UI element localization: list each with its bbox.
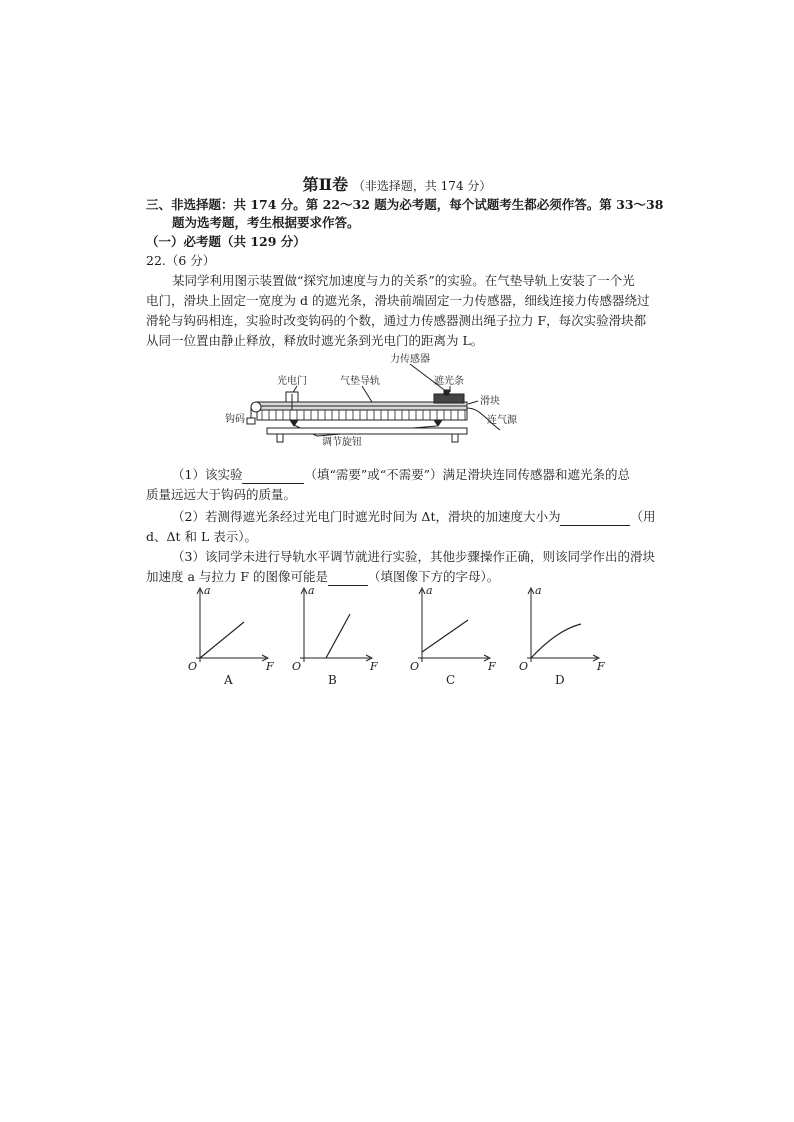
answer-blank-2[interactable] bbox=[560, 511, 630, 526]
subq3-line1: （3）该同学未进行导轨水平调节就进行实验，其他步骤操作正确，则该同学作出的滑块 bbox=[172, 549, 655, 564]
section-title-main: 第Ⅱ卷 bbox=[302, 175, 349, 194]
section-title bbox=[0, 172, 794, 195]
subq1-line2: 质量远远大于钩码的质量。 bbox=[146, 487, 297, 502]
label-photogate: 光电门 bbox=[277, 376, 307, 387]
subq3-suffix: （填图像下方的字母）。 bbox=[368, 569, 500, 584]
x-axis-label: F bbox=[370, 660, 378, 673]
label-air-source: 连气源 bbox=[487, 415, 517, 426]
option-letter: C bbox=[446, 673, 456, 687]
label-shading-strip: 遮光条 bbox=[434, 376, 464, 387]
origin-label: O bbox=[519, 660, 529, 673]
answer-blank-1[interactable] bbox=[242, 469, 304, 484]
question-stem-line3: 滑轮与钩码相连，实验时改变钩码的个数，通过力传感器测出绳子拉力 F，每次实验滑块都 bbox=[146, 313, 647, 328]
graph-option-d bbox=[517, 580, 607, 688]
graph-curve bbox=[531, 624, 581, 658]
x-axis-label: F bbox=[488, 660, 496, 673]
subq2-suffix: （用 bbox=[630, 509, 656, 524]
apparatus-diagram bbox=[222, 350, 532, 450]
instructions-line2: 题为选考题，考生根据要求作答。 bbox=[172, 215, 360, 230]
graph-option-b bbox=[290, 580, 380, 688]
y-axis-label: a bbox=[426, 584, 433, 597]
origin-label: O bbox=[410, 660, 420, 673]
x-axis-label: F bbox=[597, 660, 605, 673]
graph-curve bbox=[304, 614, 350, 658]
section-title-sub: （非选择题，共 174 分） bbox=[352, 179, 492, 193]
question-stem-line4: 从同一位置由静止释放，释放时遮光条到光电门的距离为 L。 bbox=[146, 333, 484, 348]
graph-curve bbox=[200, 622, 244, 658]
required-part-heading: （一）必考题（共 129 分） bbox=[146, 234, 306, 249]
subq2-line2: d、Δt 和 L 表示）。 bbox=[146, 529, 258, 544]
y-axis-label: a bbox=[308, 584, 315, 597]
y-axis-label: a bbox=[204, 584, 211, 597]
question-stem-line1: 某同学利用图示装置做“探究加速度与力的关系”的实验。在气垫导轨上安装了一个光 bbox=[172, 273, 635, 288]
subq1-line1 bbox=[172, 466, 630, 484]
graph-option-a bbox=[186, 580, 276, 688]
subq1-suffix: （填“需要”或“不需要”）满足滑块连同传感器和遮光条的总 bbox=[304, 467, 631, 482]
question-stem-line2: 电门，滑块上固定一宽度为 d 的遮光条，滑块前端固定一力传感器，细线连接力传感器绕过 bbox=[146, 293, 650, 308]
label-slider: 滑块 bbox=[480, 396, 500, 407]
question-number: 22.（6 分） bbox=[146, 253, 216, 268]
option-letter: A bbox=[224, 673, 233, 687]
label-air-track: 气垫导轨 bbox=[340, 376, 380, 387]
y-axis-label: a bbox=[535, 584, 542, 597]
origin-label: O bbox=[292, 660, 302, 673]
subq2-line1 bbox=[172, 508, 656, 526]
origin-label: O bbox=[188, 660, 198, 673]
subq1-prefix: （1）该实验 bbox=[172, 467, 243, 482]
graph-options bbox=[0, 580, 794, 690]
subq2-prefix: （2）若测得遮光条经过光电门时遮光时间为 Δt，滑块的加速度大小为 bbox=[172, 509, 561, 524]
option-letter: D bbox=[555, 673, 565, 687]
instructions-line1: 三、非选择题：共 174 分。第 22～32 题为必考题，每个试题考生都必须作答。第 33～38 bbox=[146, 197, 664, 212]
graph-curve bbox=[422, 620, 468, 652]
label-hook-weight: 钩码 bbox=[225, 414, 245, 425]
label-adjust-knob: 调节旋钮 bbox=[322, 437, 362, 448]
label-force-sensor: 力传感器 bbox=[390, 354, 430, 365]
graph-option-c bbox=[408, 580, 498, 688]
x-axis-label: F bbox=[266, 660, 274, 673]
option-letter: B bbox=[328, 673, 337, 687]
subq3-prefix: 加速度 a 与拉力 F 的图像可能是 bbox=[146, 569, 329, 584]
